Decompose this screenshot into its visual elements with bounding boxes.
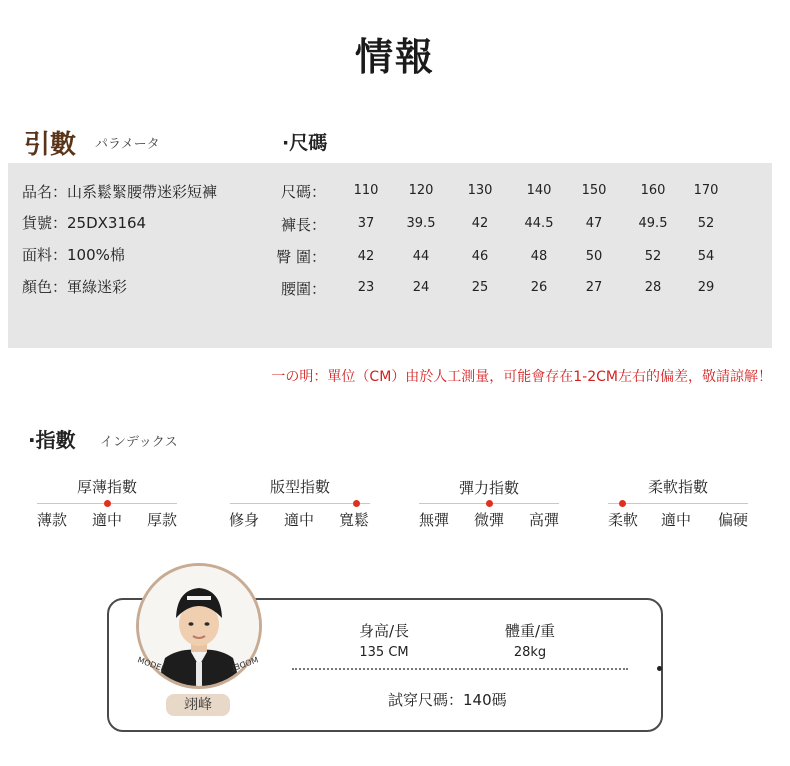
size-row-label: 尺碼： xyxy=(280,183,326,201)
waist-cell: 23 xyxy=(357,280,375,295)
softness-index-title: 柔軟指數 xyxy=(647,478,708,496)
fit-option: 寬鬆 xyxy=(338,511,369,529)
size-cell: 120 xyxy=(408,183,434,198)
waist-cell: 28 xyxy=(644,280,662,295)
size-cell: 140 xyxy=(526,183,552,198)
size-section-title: ·尺碼 xyxy=(282,132,328,154)
product-name: 品名：山系鬆緊腰帶迷彩短褲 xyxy=(22,183,218,201)
hip-cell: 52 xyxy=(644,249,662,264)
params-section-title: 引數 xyxy=(24,130,77,160)
index-section-subtitle: インデックス xyxy=(100,435,178,450)
model-badge-left: MODEL xyxy=(136,655,167,674)
elasticity-index-marker xyxy=(486,500,493,507)
weight-label: 體重/重 xyxy=(504,622,556,640)
product-sku: 貨號：25DX3164 xyxy=(22,214,147,232)
thickness-option: 薄款 xyxy=(36,511,67,529)
hip-cell: 54 xyxy=(697,249,715,264)
fit-index-title: 版型指數 xyxy=(269,478,330,496)
size-cell: 170 xyxy=(693,183,719,198)
length-cell: 39.5 xyxy=(406,216,436,231)
measurement-note: 一の明：單位（CM）由於人工測量，可能會存在1-2CM左右的偏差，敬請諒解！ xyxy=(271,369,772,385)
waist-cell: 26 xyxy=(530,280,548,295)
elasticity-option: 高彈 xyxy=(528,511,559,529)
thickness-index-title: 厚薄指數 xyxy=(76,478,137,496)
page-title: 情報 xyxy=(354,35,435,79)
waist-cell: 29 xyxy=(697,280,715,295)
thickness-option: 適中 xyxy=(91,511,122,529)
waist-cell: 27 xyxy=(585,280,603,295)
card-divider xyxy=(292,668,628,670)
thickness-option: 厚款 xyxy=(146,511,177,529)
hip-cell: 42 xyxy=(357,249,375,264)
tried-size: 試穿尺碼：140碼 xyxy=(388,691,507,709)
size-cell: 130 xyxy=(467,183,493,198)
waist-row-label: 腰圍： xyxy=(280,280,326,298)
fit-option: 修身 xyxy=(228,511,259,529)
softness-index-scale xyxy=(608,503,748,504)
height-label: 身高/長 xyxy=(358,622,410,640)
waist-cell: 25 xyxy=(471,280,489,295)
size-cell: 160 xyxy=(640,183,666,198)
height-value: 135 CM xyxy=(359,645,409,660)
hip-row-label: 臀 圍： xyxy=(276,248,326,266)
elasticity-index-title: 彈力指數 xyxy=(458,479,519,497)
hip-cell: 46 xyxy=(471,249,489,264)
softness-option: 偏硬 xyxy=(717,511,748,529)
fit-option: 適中 xyxy=(283,511,314,529)
hip-cell: 48 xyxy=(530,249,548,264)
model-badge-right: MODEL xyxy=(229,655,260,674)
length-cell: 47 xyxy=(585,216,603,231)
weight-value: 28kg xyxy=(513,645,547,660)
length-row-label: 褲長： xyxy=(280,216,326,234)
card-dot xyxy=(657,666,662,671)
length-cell: 49.5 xyxy=(638,216,668,231)
length-cell: 42 xyxy=(471,216,489,231)
params-section-subtitle: パラメータ xyxy=(95,137,160,152)
product-color: 顏色：軍綠迷彩 xyxy=(22,278,128,296)
elasticity-option: 微彈 xyxy=(473,511,504,529)
softness-option: 柔軟 xyxy=(607,511,638,529)
hip-cell: 44 xyxy=(412,249,430,264)
fit-index-scale xyxy=(230,503,370,504)
softness-option: 適中 xyxy=(660,511,691,529)
softness-index-marker xyxy=(619,500,626,507)
hip-cell: 50 xyxy=(585,249,603,264)
size-cell: 110 xyxy=(353,183,379,198)
waist-cell: 24 xyxy=(412,280,430,295)
length-cell: 44.5 xyxy=(524,216,554,231)
index-section-title: ·指數 xyxy=(28,428,76,452)
length-cell: 52 xyxy=(697,216,715,231)
thickness-index-marker xyxy=(104,500,111,507)
product-fabric: 面料：100%棉 xyxy=(22,246,125,264)
elasticity-option: 無彈 xyxy=(418,511,449,529)
model-name-tag: 翊峰 xyxy=(166,694,230,716)
size-cell: 150 xyxy=(581,183,607,198)
fit-index-marker xyxy=(353,500,360,507)
length-cell: 37 xyxy=(357,216,375,231)
